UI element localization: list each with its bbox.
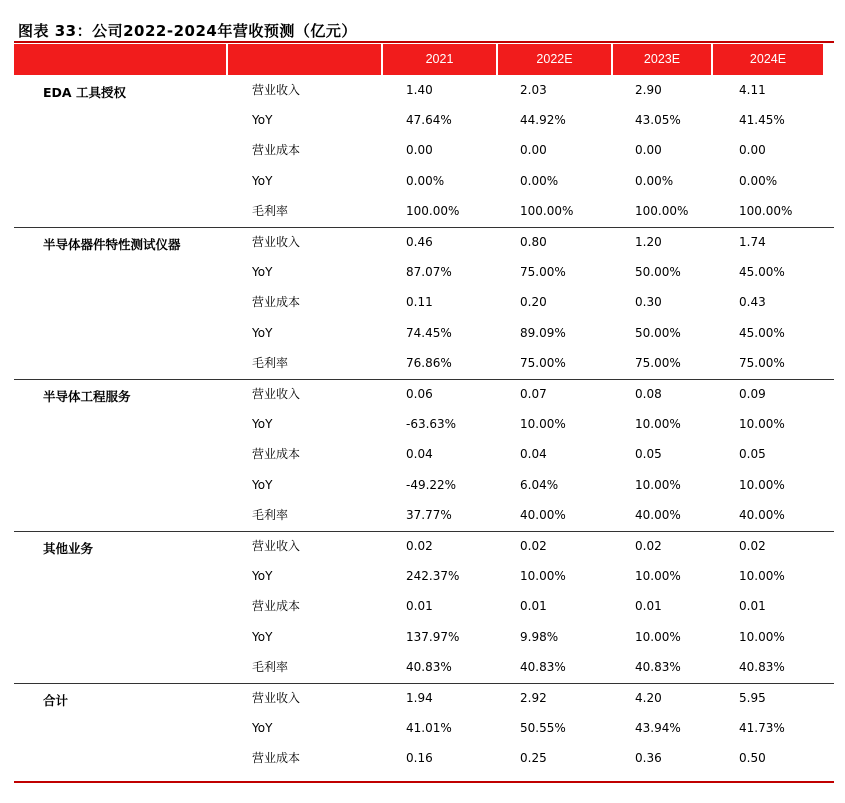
value-cell: 100.00% bbox=[520, 203, 574, 218]
metric-label: YoY bbox=[252, 569, 273, 584]
value-cell: 10.00% bbox=[635, 629, 681, 644]
value-cell: 50.00% bbox=[635, 325, 681, 340]
group-name: 半导体工程服务 bbox=[43, 389, 131, 404]
value-cell: 0.50 bbox=[739, 751, 766, 766]
value-cell: 40.83% bbox=[406, 659, 452, 674]
value-cell: 41.01% bbox=[406, 721, 452, 736]
value-cell: 0.00% bbox=[406, 173, 445, 188]
value-cell: 0.05 bbox=[739, 447, 766, 462]
header-year-2021: 2021 bbox=[383, 44, 496, 75]
group-name: 合计 bbox=[43, 693, 69, 708]
value-cell: 50.00% bbox=[635, 265, 681, 280]
value-cell: 0.00% bbox=[635, 173, 674, 188]
metric-label: 营业成本 bbox=[252, 143, 301, 158]
value-cell: 10.00% bbox=[739, 477, 785, 492]
value-cell: 10.00% bbox=[635, 569, 681, 584]
value-cell: 87.07% bbox=[406, 265, 452, 280]
value-cell: 242.37% bbox=[406, 569, 460, 584]
table-group bbox=[14, 532, 834, 684]
value-cell: 1.20 bbox=[635, 235, 662, 249]
value-cell: 0.00% bbox=[520, 173, 559, 188]
value-cell: 100.00% bbox=[739, 203, 793, 218]
value-cell: 0.01 bbox=[406, 599, 433, 614]
value-cell: 100.00% bbox=[406, 203, 460, 218]
value-cell: 0.20 bbox=[520, 295, 547, 310]
value-cell: -49.22% bbox=[406, 477, 457, 492]
metric-label: 营业成本 bbox=[252, 295, 301, 310]
value-cell: 4.20 bbox=[635, 691, 662, 705]
group-name: EDA 工具授权 bbox=[43, 85, 126, 100]
value-cell: 2.90 bbox=[635, 83, 662, 97]
metric-label: YoY bbox=[252, 629, 273, 644]
value-cell: 0.02 bbox=[520, 539, 547, 553]
table-group bbox=[14, 684, 834, 783]
metric-label: 毛利率 bbox=[252, 659, 289, 674]
value-cell: 40.83% bbox=[739, 659, 785, 674]
value-cell: 2.92 bbox=[520, 691, 547, 705]
metric-label: 营业成本 bbox=[252, 751, 301, 766]
value-cell: 41.45% bbox=[739, 113, 785, 128]
value-cell: 0.02 bbox=[739, 539, 766, 553]
value-cell: 9.98% bbox=[520, 629, 559, 644]
table-group bbox=[14, 380, 834, 532]
metric-label: YoY bbox=[252, 477, 273, 492]
value-cell: 0.09 bbox=[739, 387, 766, 401]
value-cell: 0.06 bbox=[406, 387, 433, 401]
value-cell: 0.43 bbox=[739, 295, 766, 310]
value-cell: 4.11 bbox=[739, 83, 766, 97]
value-cell: 50.55% bbox=[520, 721, 566, 736]
value-cell: 100.00% bbox=[635, 203, 689, 218]
metric-label: YoY bbox=[252, 721, 273, 736]
header-year-2023e: 2023E bbox=[613, 44, 711, 75]
value-cell: 40.00% bbox=[635, 507, 681, 522]
metric-label: 营业收入 bbox=[252, 387, 301, 401]
metric-label: 毛利率 bbox=[252, 507, 289, 522]
value-cell: 10.00% bbox=[739, 629, 785, 644]
value-cell: 10.00% bbox=[739, 417, 785, 432]
value-cell: 10.00% bbox=[635, 477, 681, 492]
value-cell: 0.25 bbox=[520, 751, 547, 766]
value-cell: 0.36 bbox=[635, 751, 662, 766]
metric-label: YoY bbox=[252, 265, 273, 280]
value-cell: 0.46 bbox=[406, 235, 433, 249]
value-cell: 41.73% bbox=[739, 721, 785, 736]
value-cell: 0.05 bbox=[635, 447, 662, 462]
metric-label: YoY bbox=[252, 173, 273, 188]
value-cell: 137.97% bbox=[406, 629, 460, 644]
metric-label: YoY bbox=[252, 325, 273, 340]
value-cell: 5.95 bbox=[739, 691, 766, 705]
value-cell: 0.01 bbox=[635, 599, 662, 614]
value-cell: 0.16 bbox=[406, 751, 433, 766]
value-cell: 6.04% bbox=[520, 477, 559, 492]
value-cell: 0.00 bbox=[635, 143, 662, 158]
value-cell: 43.94% bbox=[635, 721, 681, 736]
metric-label: 营业收入 bbox=[252, 83, 301, 97]
value-cell: 0.08 bbox=[635, 387, 662, 401]
value-cell: 40.00% bbox=[520, 507, 566, 522]
value-cell: 45.00% bbox=[739, 265, 785, 280]
value-cell: 1.94 bbox=[406, 691, 433, 705]
value-cell: 0.00 bbox=[406, 143, 433, 158]
value-cell: 0.02 bbox=[635, 539, 662, 553]
value-cell: 2.03 bbox=[520, 83, 547, 97]
value-cell: 0.02 bbox=[406, 539, 433, 553]
value-cell: 75.00% bbox=[520, 355, 566, 370]
value-cell: 89.09% bbox=[520, 325, 566, 340]
value-cell: 76.86% bbox=[406, 355, 452, 370]
table-header bbox=[14, 44, 823, 75]
value-cell: 0.04 bbox=[406, 447, 433, 462]
metric-label: 毛利率 bbox=[252, 355, 289, 370]
value-cell: 0.04 bbox=[520, 447, 547, 462]
value-cell: 0.01 bbox=[520, 599, 547, 614]
header-blank-cell bbox=[14, 44, 226, 75]
value-cell: -63.63% bbox=[406, 417, 457, 432]
group-name: 半导体器件特性测试仪器 bbox=[43, 237, 181, 252]
value-cell: 0.00 bbox=[520, 143, 547, 158]
value-cell: 74.45% bbox=[406, 325, 452, 340]
value-cell: 1.74 bbox=[739, 235, 766, 249]
title-bar bbox=[14, 8, 834, 43]
value-cell: 40.83% bbox=[635, 659, 681, 674]
metric-label: 营业成本 bbox=[252, 599, 301, 614]
metric-label: 营业收入 bbox=[252, 691, 301, 705]
value-cell: 0.00 bbox=[739, 143, 766, 158]
value-cell: 0.11 bbox=[406, 295, 433, 310]
value-cell: 44.92% bbox=[520, 113, 566, 128]
table-group bbox=[14, 228, 834, 380]
value-cell: 10.00% bbox=[739, 569, 785, 584]
value-cell: 10.00% bbox=[635, 417, 681, 432]
value-cell: 40.83% bbox=[520, 659, 566, 674]
value-cell: 0.07 bbox=[520, 387, 547, 401]
metric-label: 营业收入 bbox=[252, 235, 301, 249]
value-cell: 45.00% bbox=[739, 325, 785, 340]
value-cell: 10.00% bbox=[520, 569, 566, 584]
metric-label: 毛利率 bbox=[252, 203, 289, 218]
value-cell: 0.00% bbox=[739, 173, 778, 188]
value-cell: 43.05% bbox=[635, 113, 681, 128]
metric-label: YoY bbox=[252, 113, 273, 128]
value-cell: 0.01 bbox=[739, 599, 766, 614]
value-cell: 75.00% bbox=[635, 355, 681, 370]
value-cell: 40.00% bbox=[739, 507, 785, 522]
value-cell: 47.64% bbox=[406, 113, 452, 128]
table-group bbox=[14, 76, 834, 228]
metric-label: 营业收入 bbox=[252, 539, 301, 553]
value-cell: 1.40 bbox=[406, 83, 433, 97]
value-cell: 0.30 bbox=[635, 295, 662, 310]
metric-label: YoY bbox=[252, 417, 273, 432]
metric-label: 营业成本 bbox=[252, 447, 301, 462]
table-title: 图表 33：公司2022-2024年营收预测（亿元） bbox=[18, 22, 357, 40]
value-cell: 75.00% bbox=[739, 355, 785, 370]
header-metric-cell bbox=[228, 44, 381, 75]
value-cell: 75.00% bbox=[520, 265, 566, 280]
value-cell: 10.00% bbox=[520, 417, 566, 432]
header-year-2024e: 2024E bbox=[713, 44, 823, 75]
value-cell: 0.80 bbox=[520, 235, 547, 249]
header-year-2022e: 2022E bbox=[498, 44, 611, 75]
value-cell: 37.77% bbox=[406, 507, 452, 522]
group-name: 其他业务 bbox=[43, 541, 94, 556]
